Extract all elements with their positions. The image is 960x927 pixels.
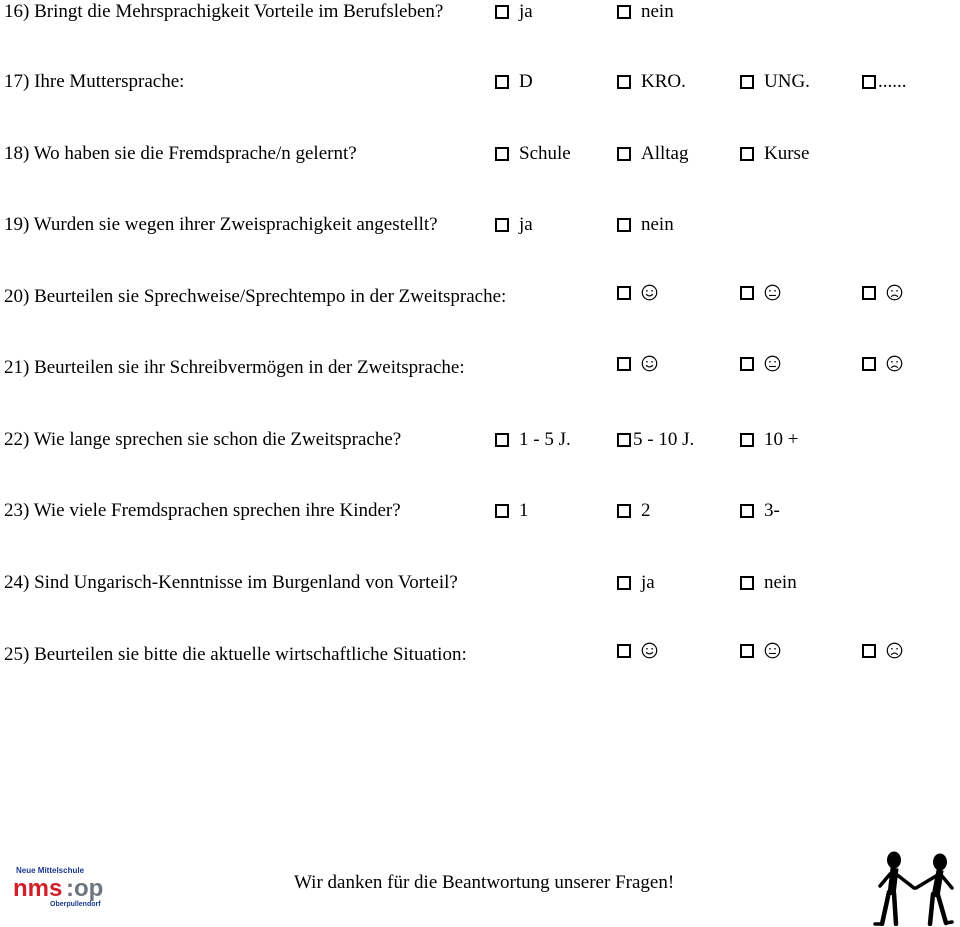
checkbox[interactable] <box>740 433 754 447</box>
question-row-17 <box>0 69 960 95</box>
option-ja[interactable]: ja <box>495 0 533 25</box>
smiley-sad-icon <box>886 284 903 301</box>
checkbox[interactable] <box>862 357 876 371</box>
option-good[interactable] <box>617 355 658 372</box>
logo-main-a: nms <box>13 875 63 902</box>
question-row-18 <box>0 141 960 167</box>
checkbox[interactable] <box>495 5 509 19</box>
smiley-neutral-icon <box>764 642 781 659</box>
option-bad[interactable] <box>862 642 903 659</box>
logo-main-b: :op <box>66 875 104 902</box>
logo-top-text: Neue Mittelschule <box>16 866 85 875</box>
question-row-23 <box>0 498 960 524</box>
option-1-5[interactable]: 1 - 5 J. <box>495 427 571 453</box>
option-other[interactable]: ...... <box>862 69 907 95</box>
question-row-16 <box>0 0 960 25</box>
smiley-happy-icon <box>641 642 658 659</box>
smiley-neutral-icon <box>764 284 781 301</box>
question-text: 22) Wie lange sprechen sie schon die Zweitsprache? <box>4 429 402 450</box>
question-text: 24) Sind Ungarisch-Kenntnisse im Burgenland von Vorteil? <box>4 572 458 593</box>
option-alltag[interactable]: Alltag <box>617 141 689 167</box>
checkbox[interactable] <box>862 75 876 89</box>
option-schule[interactable]: Schule <box>495 141 571 167</box>
question-row-20 <box>0 284 960 310</box>
checkbox[interactable] <box>740 75 754 89</box>
option-neutral[interactable] <box>740 642 781 659</box>
option-2[interactable]: 2 <box>617 498 651 524</box>
option-nein[interactable]: nein <box>740 570 797 596</box>
option-5-10[interactable]: 5 - 10 J. <box>617 427 694 453</box>
checkbox[interactable] <box>617 357 631 371</box>
option-ung[interactable]: UNG. <box>740 69 810 95</box>
footer-thanks: Wir danken für die Beantwortung unserer Fragen! <box>294 872 675 893</box>
question-text: 25) Beurteilen sie bitte die aktuelle wirtschaftliche Situation: <box>4 644 467 665</box>
option-ja[interactable]: ja <box>617 570 655 596</box>
question-row-25 <box>0 642 960 668</box>
checkbox[interactable] <box>617 576 631 590</box>
checkbox[interactable] <box>617 218 631 232</box>
question-row-19 <box>0 212 960 238</box>
question-text: 19) Wurden sie wegen ihrer Zweisprachigkeit angestellt? <box>4 214 438 235</box>
checkbox[interactable] <box>495 218 509 232</box>
question-row-21 <box>0 355 960 381</box>
option-neutral[interactable] <box>740 284 781 301</box>
checkbox[interactable] <box>617 286 631 300</box>
two-figures-icon <box>872 850 958 926</box>
checkbox[interactable] <box>862 286 876 300</box>
question-row-22 <box>0 427 960 453</box>
option-1[interactable]: 1 <box>495 498 529 524</box>
checkbox[interactable] <box>495 504 509 518</box>
checkbox[interactable] <box>740 576 754 590</box>
checkbox[interactable] <box>495 433 509 447</box>
checkbox[interactable] <box>617 433 631 447</box>
checkbox[interactable] <box>740 504 754 518</box>
checkbox[interactable] <box>617 644 631 658</box>
smiley-sad-icon <box>886 355 903 372</box>
option-nein[interactable]: nein <box>617 0 674 25</box>
option-kurse[interactable]: Kurse <box>740 141 809 167</box>
option-bad[interactable] <box>862 284 903 301</box>
school-logo <box>10 864 120 910</box>
smiley-neutral-icon <box>764 355 781 372</box>
checkbox[interactable] <box>740 286 754 300</box>
logo-bottom-text: Oberpullendorf <box>50 901 101 908</box>
option-nein[interactable]: nein <box>617 212 674 238</box>
option-good[interactable] <box>617 642 658 659</box>
option-3[interactable]: 3- <box>740 498 780 524</box>
checkbox[interactable] <box>617 75 631 89</box>
question-text: 20) Beurteilen sie Sprechweise/Sprechtempo in der Zweitsprache: <box>4 286 507 307</box>
option-ja[interactable]: ja <box>495 212 533 238</box>
checkbox[interactable] <box>495 75 509 89</box>
question-row-24 <box>0 570 960 596</box>
checkbox[interactable] <box>740 644 754 658</box>
smiley-sad-icon <box>886 642 903 659</box>
question-text: 17) Ihre Muttersprache: <box>4 71 185 92</box>
checkbox[interactable] <box>617 147 631 161</box>
checkbox[interactable] <box>495 147 509 161</box>
option-10-plus[interactable]: 10 + <box>740 427 798 453</box>
smiley-happy-icon <box>641 284 658 301</box>
question-text: 18) Wo haben sie die Fremdsprache/n gelernt? <box>4 143 357 164</box>
checkbox[interactable] <box>862 644 876 658</box>
option-bad[interactable] <box>862 355 903 372</box>
checkbox[interactable] <box>617 504 631 518</box>
option-neutral[interactable] <box>740 355 781 372</box>
checkbox[interactable] <box>740 357 754 371</box>
question-text: 16) Bringt die Mehrsprachigkeit Vorteile im Berufsleben? <box>4 1 444 22</box>
smiley-happy-icon <box>641 355 658 372</box>
option-good[interactable] <box>617 284 658 301</box>
option-d[interactable]: D <box>495 69 533 95</box>
checkbox[interactable] <box>740 147 754 161</box>
option-kro[interactable]: KRO. <box>617 69 686 95</box>
question-text: 23) Wie viele Fremdsprachen sprechen ihre Kinder? <box>4 500 401 521</box>
question-text: 21) Beurteilen sie ihr Schreibvermögen in der Zweitsprache: <box>4 357 465 378</box>
checkbox[interactable] <box>617 5 631 19</box>
